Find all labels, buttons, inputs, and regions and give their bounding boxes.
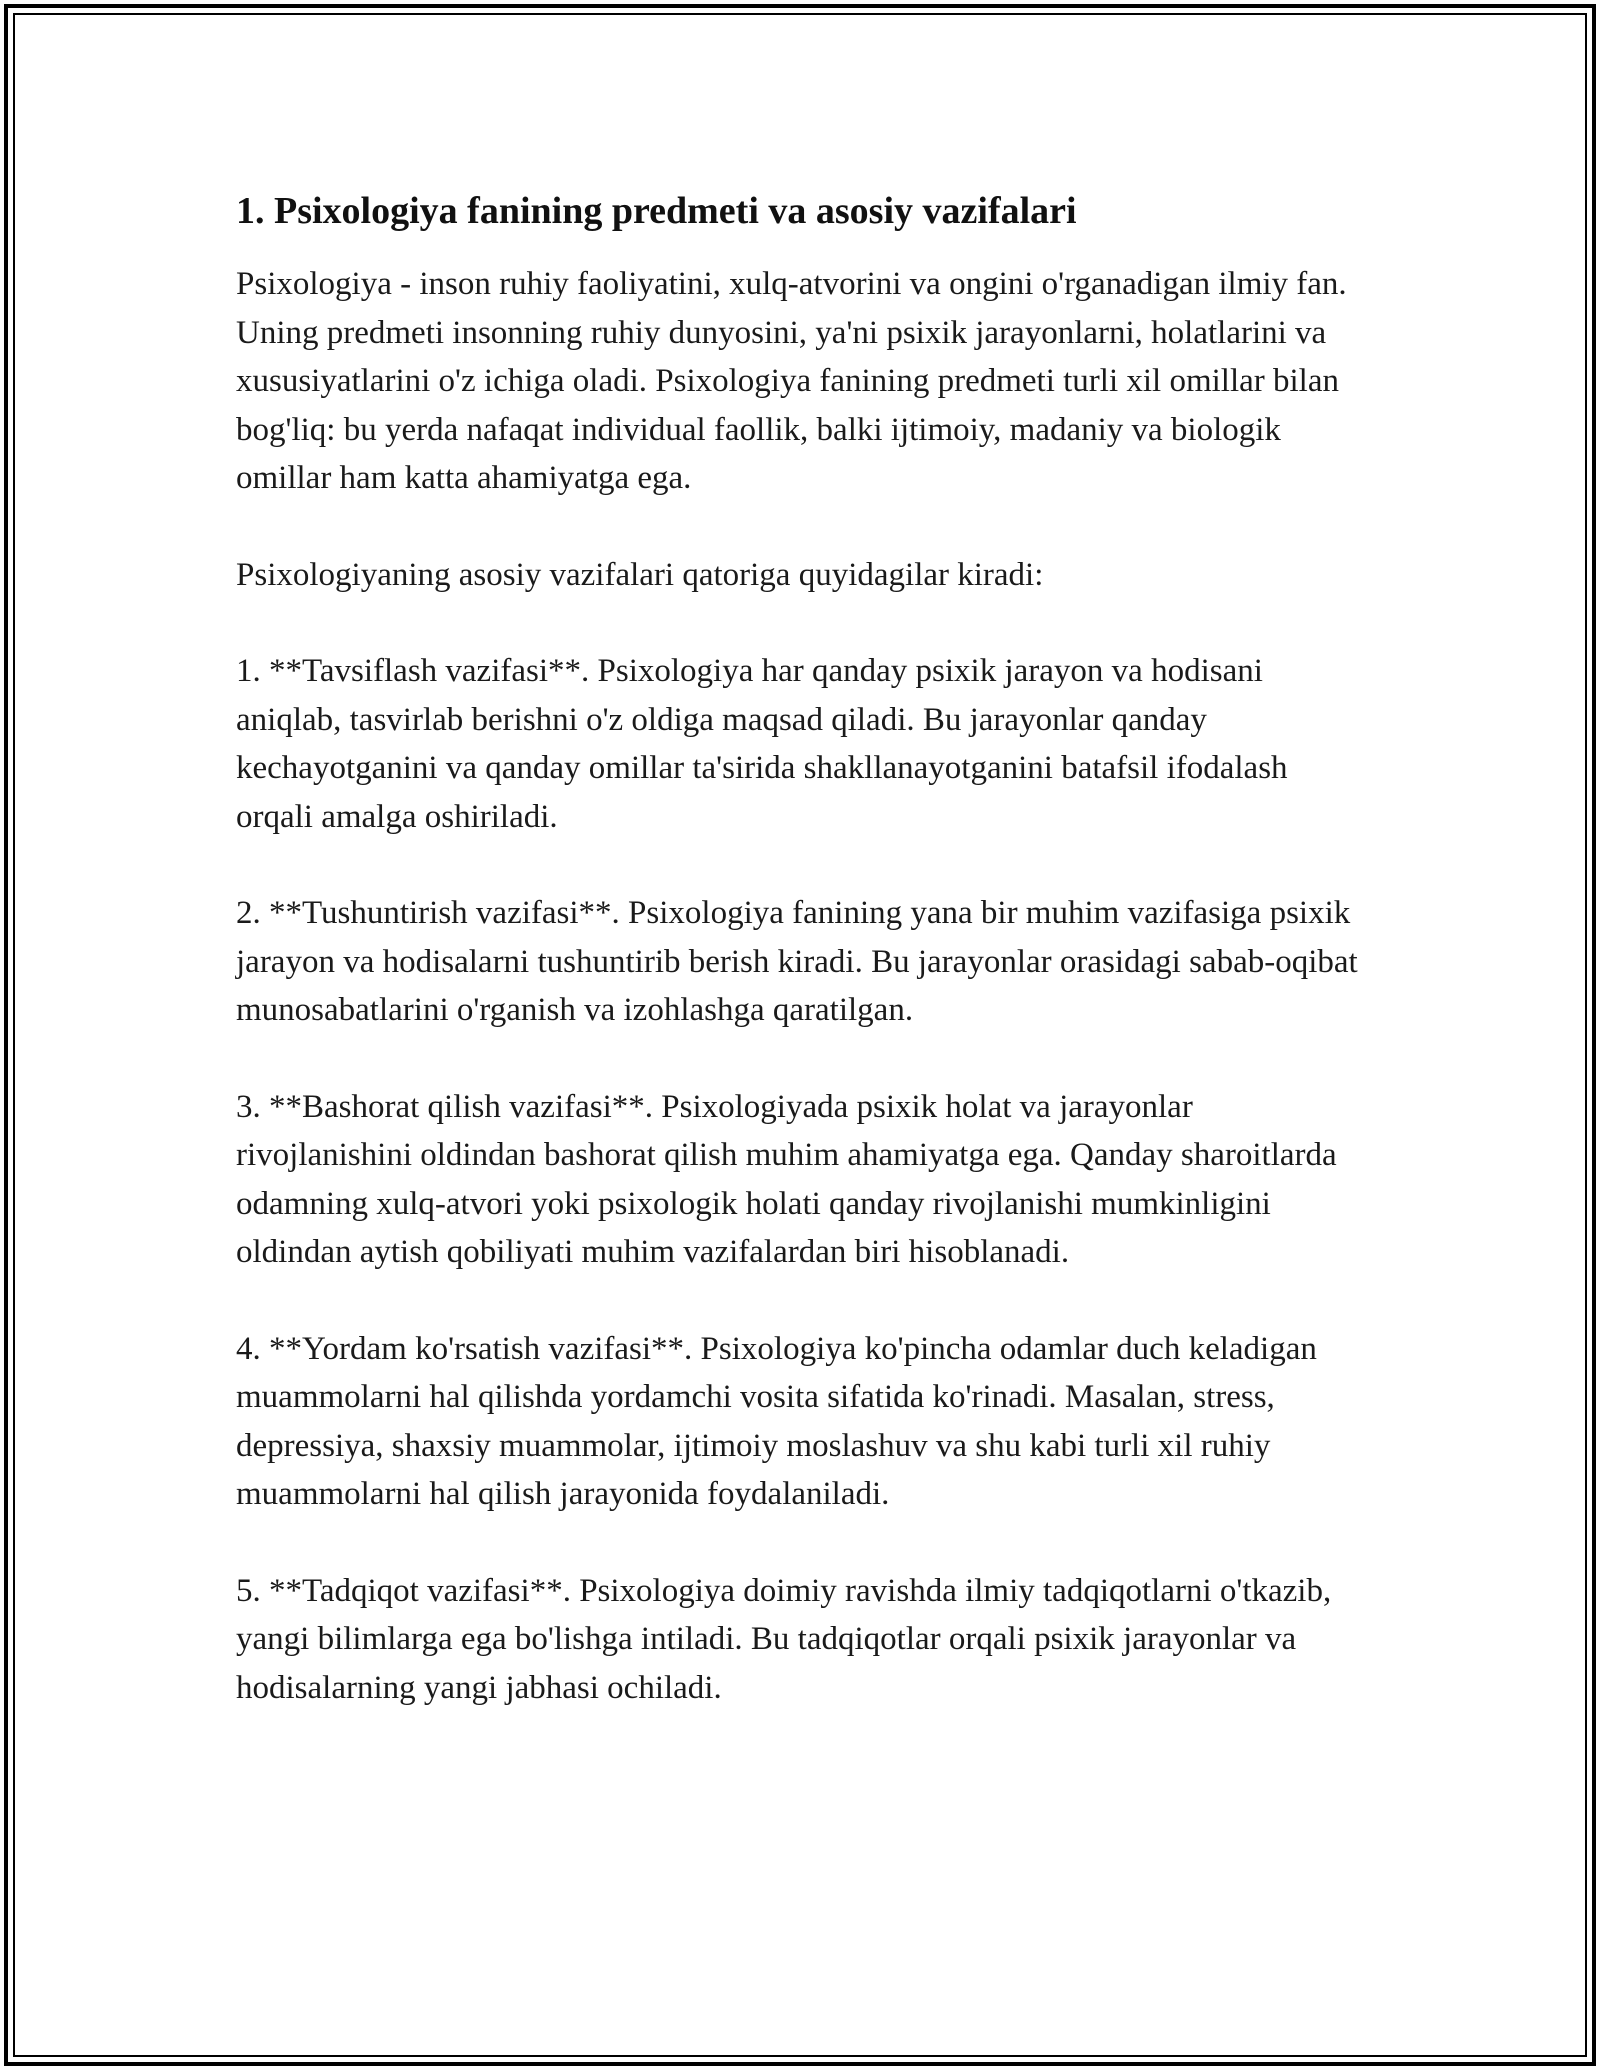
task-paragraph-predict: 3. **Bashorat qilish vazifasi**. Psixologiyada psixik holat va jarayonlar rivojlanishini oldindan bashorat qilish muhim ahamiyatga ega. Qanday sharoitlarda odamning xulq-atvori yoki psixologik holati qanday rivojlanishi mumkinligini oldindan aytish qobiliyati muhim vazifalardan biri hisoblanadi. [236, 1088, 1337, 1270]
intro-paragraph: Psixologiya - inson ruhiy faoliyatini, xulq-atvorini va ongini o'rganadigan ilmiy fan. Uning predmeti insonning ruhiy dunyosini, ya'ni psixik jarayonlarni, holatlarini va xususiyatlarini o'z ichiga oladi. Psixologiya fanining predmeti turli xil omillar bilan bog'liq: bu yerda nafaqat individual faollik, balki ijtimoiy, madaniy va biologik omillar ham katta ahamiyatga ega. [236, 266, 1347, 496]
task-paragraph-explain: 2. **Tushuntirish vazifasi**. Psixologiya fanining yana bir muhim vazifasiga psixik jarayon va hodisalarni tushuntirib berish kiradi. Bu jarayonlar orasidagi sabab-oqibat munosabatlarini o'rganish va izohlashga qaratilgan. [236, 895, 1358, 1028]
section-heading: 1. Psixologiya fanining predmeti va asosiy vazifalari [236, 190, 1077, 232]
task-paragraph-support: 4. **Yordam ko'rsatish vazifasi**. Psixologiya ko'pincha odamlar duch keladigan muammolarni hal qilishda yordamchi vosita sifatida ko'rinadi. Masalan, stress, depressiya, shaxsiy muammolar, ijtimoiy moslashuv va shu kabi turli xil ruhiy muammolarni hal qilish jarayonida foydalaniladi. [236, 1330, 1317, 1512]
task-paragraph-describe: 1. **Tavsiflash vazifasi**. Psixologiya har qanday psixik jarayon va hodisani aniqlab, tasvirlab berishni o'z oldiga maqsad qiladi. Bu jarayonlar qanday kechayotganini va qanday omillar ta'sirida shakllanayotganini batafsil ifodalash orqali amalga oshiriladi. [236, 653, 1288, 835]
task-paragraph-research: 5. **Tadqiqot vazifasi**. Psixologiya doimiy ravishda ilmiy tadqiqotlarni o'tkazib, yangi bilimlarga ega bo'lishga intiladi. Bu tadqiqotlar orqali psixik jarayonlar va hodisalarning yangi jabhasi ochiladi. [236, 1572, 1332, 1706]
tasks-lead-paragraph: Psixologiyaning asosiy vazifalari qatoriga quyidagilar kiradi: [236, 556, 1044, 593]
document-body [236, 186, 1366, 1760]
